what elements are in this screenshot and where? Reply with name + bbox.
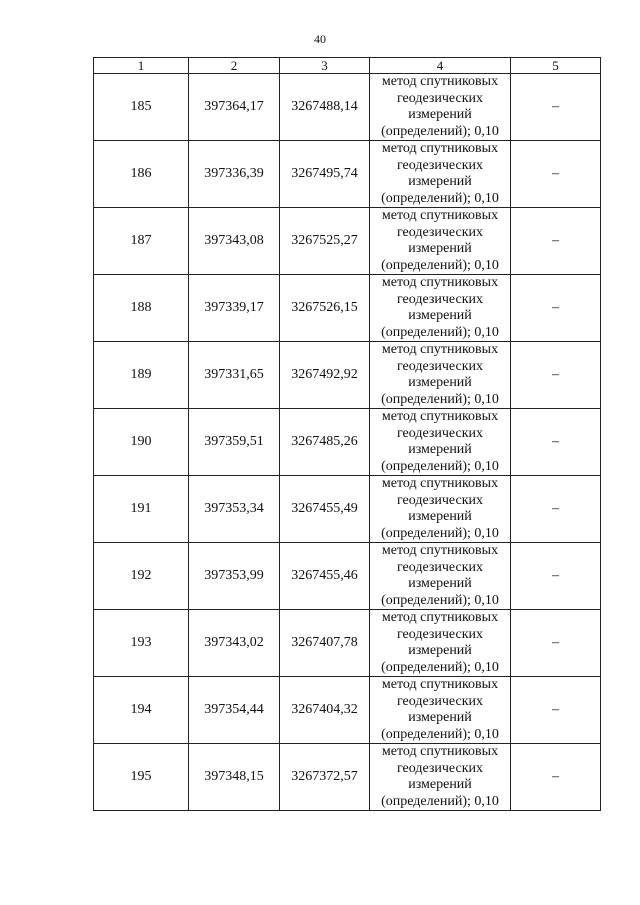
- method-line: геодезических: [396, 693, 483, 709]
- y-coordinate-cell: 3267407,78: [280, 610, 370, 677]
- method-line: геодезических: [396, 626, 483, 642]
- column-header-1: 1: [94, 58, 189, 74]
- method-line: измерений: [408, 107, 472, 122]
- method-line: геодезических: [396, 224, 483, 240]
- note-cell: –: [511, 610, 601, 677]
- column-header-5: 5: [511, 58, 601, 74]
- note-cell: –: [511, 208, 601, 275]
- point-number-cell: 188: [94, 275, 189, 342]
- method-line: (определений); 0,10: [381, 726, 499, 742]
- note-cell: –: [511, 74, 601, 141]
- method-cell: [370, 409, 511, 476]
- y-coordinate-cell: 3267492,92: [280, 342, 370, 409]
- method-line: измерений: [408, 174, 472, 189]
- note-cell: –: [511, 141, 601, 208]
- point-number-cell: 192: [94, 543, 189, 610]
- y-coordinate-cell: 3267485,26: [280, 409, 370, 476]
- x-coordinate-cell: 397353,34: [189, 476, 280, 543]
- table-header-row: [94, 58, 601, 74]
- note-cell: –: [511, 342, 601, 409]
- x-coordinate-cell: 397364,17: [189, 74, 280, 141]
- note-cell: –: [511, 409, 601, 476]
- note-cell: –: [511, 275, 601, 342]
- method-line: геодезических: [396, 425, 483, 441]
- table-row: [94, 744, 601, 811]
- method-line: измерений: [408, 308, 472, 323]
- table-row: [94, 208, 601, 275]
- method-line: измерений: [408, 509, 472, 524]
- method-cell: [370, 677, 511, 744]
- point-number-cell: 195: [94, 744, 189, 811]
- method-line: измерений: [408, 777, 472, 792]
- note-cell: –: [511, 543, 601, 610]
- point-number-cell: 193: [94, 610, 189, 677]
- x-coordinate-cell: 397353,99: [189, 543, 280, 610]
- method-line: (определений); 0,10: [381, 123, 499, 139]
- note-cell: –: [511, 677, 601, 744]
- table-row: [94, 342, 601, 409]
- method-line: измерений: [408, 710, 472, 725]
- x-coordinate-cell: 397343,02: [189, 610, 280, 677]
- x-coordinate-cell: 397339,17: [189, 275, 280, 342]
- table-row: [94, 677, 601, 744]
- point-number-cell: 191: [94, 476, 189, 543]
- column-header-2: 2: [189, 58, 280, 74]
- method-line: (определений); 0,10: [381, 458, 499, 474]
- method-cell: [370, 342, 511, 409]
- method-line: измерений: [408, 241, 472, 256]
- y-coordinate-cell: 3267488,14: [280, 74, 370, 141]
- column-header-3: 3: [280, 58, 370, 74]
- page-number: 40: [314, 32, 326, 46]
- x-coordinate-cell: 397348,15: [189, 744, 280, 811]
- table-row: [94, 74, 601, 141]
- method-cell: [370, 74, 511, 141]
- method-line: (определений); 0,10: [381, 793, 499, 809]
- method-line: (определений); 0,10: [381, 190, 499, 206]
- method-line: геодезических: [396, 760, 483, 776]
- y-coordinate-cell: 3267404,32: [280, 677, 370, 744]
- column-header-4: 4: [370, 58, 511, 74]
- point-number-cell: 190: [94, 409, 189, 476]
- x-coordinate-cell: 397336,39: [189, 141, 280, 208]
- method-line: геодезических: [396, 492, 483, 508]
- y-coordinate-cell: 3267372,57: [280, 744, 370, 811]
- method-line: геодезических: [396, 90, 483, 106]
- method-cell: [370, 610, 511, 677]
- method-line: измерений: [408, 643, 472, 658]
- method-line: геодезических: [396, 559, 483, 575]
- method-line: метод спутниковых: [381, 409, 499, 424]
- note-cell: –: [511, 744, 601, 811]
- method-line: (определений); 0,10: [381, 659, 499, 675]
- table-row: [94, 275, 601, 342]
- method-line: (определений); 0,10: [381, 592, 499, 608]
- method-cell: [370, 744, 511, 811]
- method-line: геодезических: [396, 157, 483, 173]
- method-cell: [370, 141, 511, 208]
- method-cell: [370, 275, 511, 342]
- method-line: (определений); 0,10: [381, 257, 499, 273]
- y-coordinate-cell: 3267455,49: [280, 476, 370, 543]
- method-line: метод спутниковых: [381, 342, 499, 357]
- method-line: метод спутниковых: [381, 610, 499, 625]
- method-line: метод спутниковых: [381, 275, 499, 290]
- point-number-cell: 185: [94, 74, 189, 141]
- method-cell: [370, 208, 511, 275]
- method-line: измерений: [408, 442, 472, 457]
- method-line: измерений: [408, 576, 472, 591]
- x-coordinate-cell: 397354,44: [189, 677, 280, 744]
- x-coordinate-cell: 397359,51: [189, 409, 280, 476]
- method-line: метод спутниковых: [381, 543, 499, 558]
- method-cell: [370, 543, 511, 610]
- table-row: [94, 409, 601, 476]
- method-line: (определений); 0,10: [381, 391, 499, 407]
- coordinates-table: [93, 57, 601, 811]
- note-cell: –: [511, 476, 601, 543]
- method-line: (определений); 0,10: [381, 324, 499, 340]
- y-coordinate-cell: 3267495,74: [280, 141, 370, 208]
- method-line: метод спутниковых: [381, 744, 499, 759]
- method-cell: [370, 476, 511, 543]
- y-coordinate-cell: 3267525,27: [280, 208, 370, 275]
- x-coordinate-cell: 397331,65: [189, 342, 280, 409]
- point-number-cell: 186: [94, 141, 189, 208]
- method-line: (определений); 0,10: [381, 525, 499, 541]
- table-body: [94, 74, 601, 811]
- table-row: [94, 610, 601, 677]
- y-coordinate-cell: 3267526,15: [280, 275, 370, 342]
- method-line: метод спутниковых: [381, 476, 499, 491]
- table-row: [94, 476, 601, 543]
- y-coordinate-cell: 3267455,46: [280, 543, 370, 610]
- method-line: метод спутниковых: [381, 208, 499, 223]
- point-number-cell: 189: [94, 342, 189, 409]
- method-line: метод спутниковых: [381, 74, 499, 89]
- point-number-cell: 194: [94, 677, 189, 744]
- method-line: геодезических: [396, 291, 483, 307]
- point-number-cell: 187: [94, 208, 189, 275]
- method-line: метод спутниковых: [381, 677, 499, 692]
- x-coordinate-cell: 397343,08: [189, 208, 280, 275]
- table-row: [94, 543, 601, 610]
- method-line: геодезических: [396, 358, 483, 374]
- method-line: измерений: [408, 375, 472, 390]
- method-line: метод спутниковых: [381, 141, 499, 156]
- table-row: [94, 141, 601, 208]
